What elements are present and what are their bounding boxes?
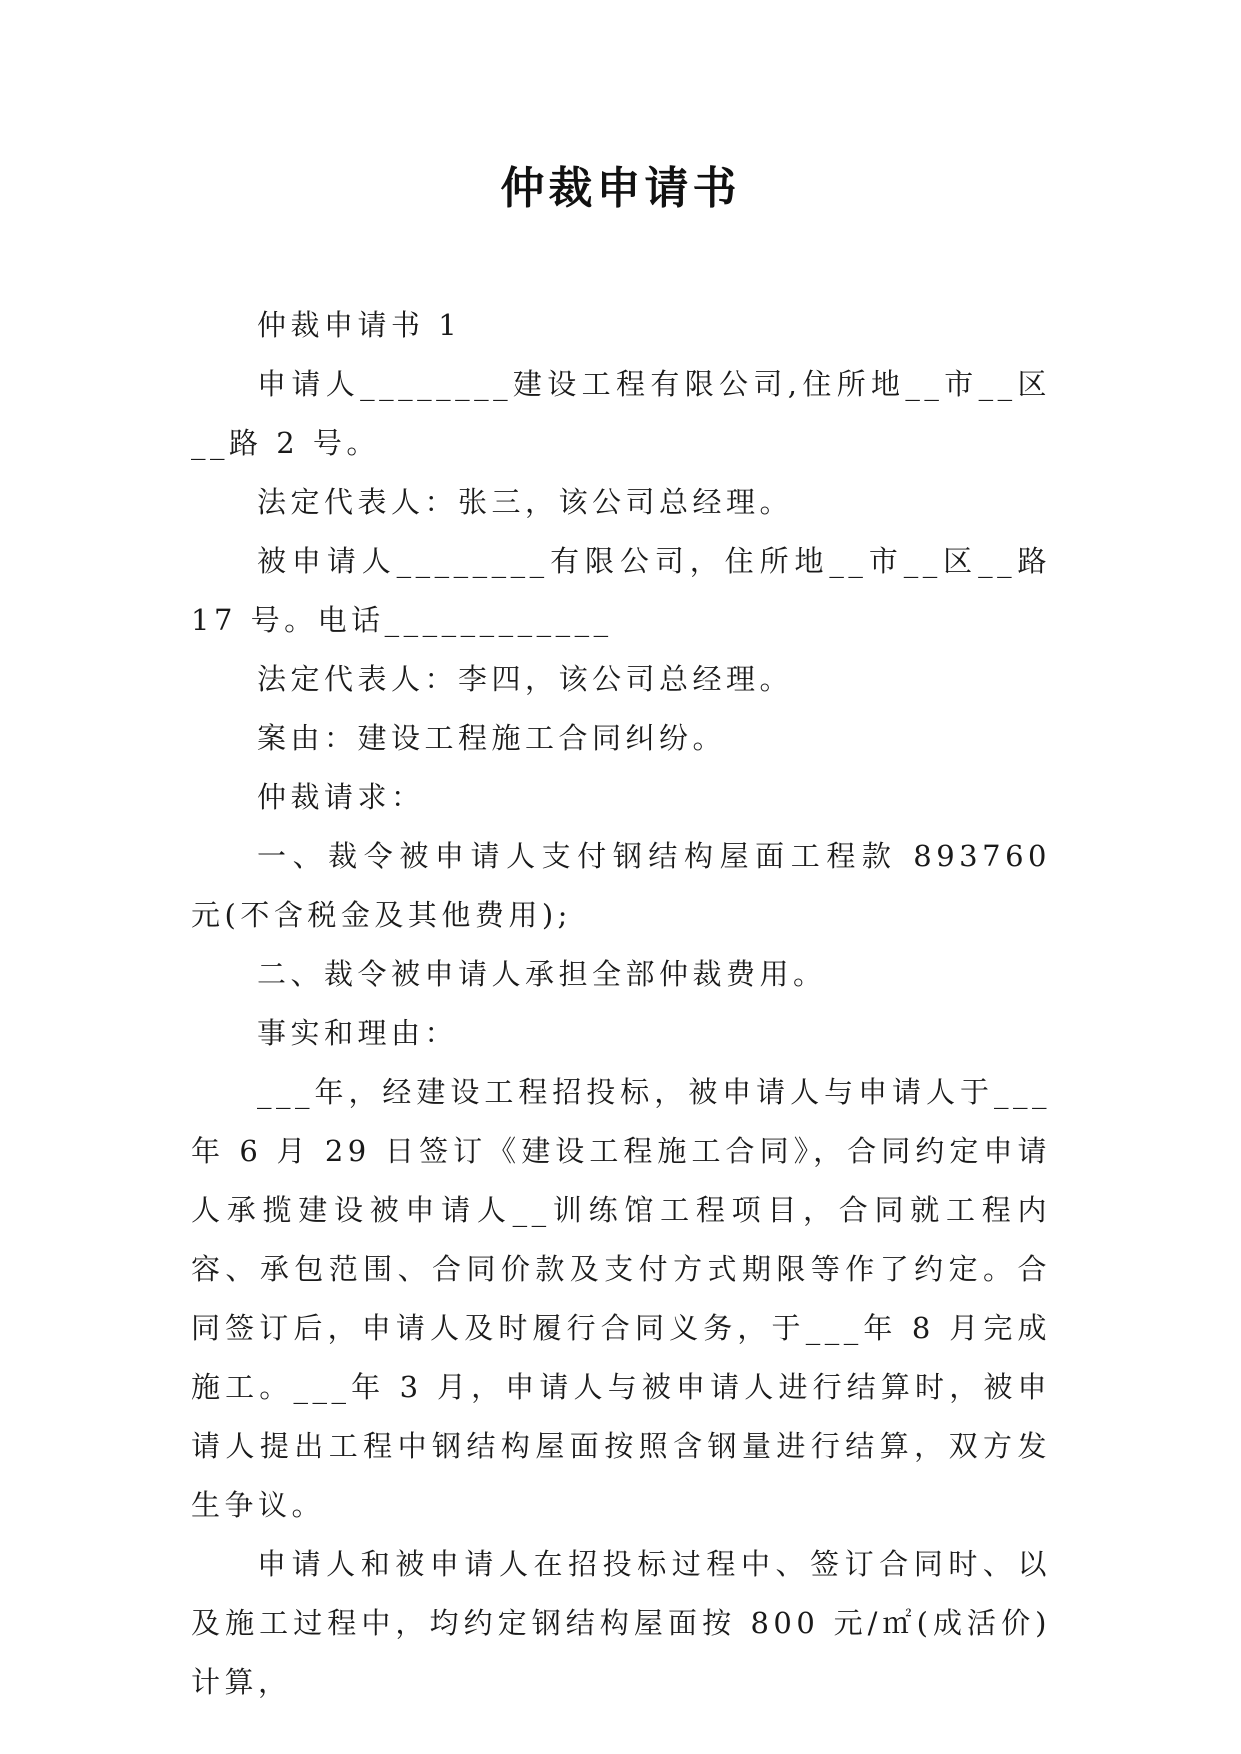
paragraph-applicant: 申请人________建设工程有限公司,住所地__市__区__路 2 号。 [191,367,1051,460]
paragraph-facts-heading: 事实和理由： [257,1016,459,1050]
paragraph-claim-1: 一、裁令被申请人支付钢结构屋面工程款 893760 元(不含税金及其他费用); [191,839,1051,932]
paragraph-heading: 仲裁申请书 1 [257,308,462,342]
document-title: 仲裁申请书 [500,163,741,214]
paragraph-cause: 案由：建设工程施工合同纠纷。 [257,721,727,755]
paragraph-facts-1: ___年，经建设工程招投标，被申请人与申请人于___年 6 月 29 日签订《建设工程施工合同》，合同约定申请人承揽建设被申请人__训练馆工程项目，合同就工程内容、承包范围、合同价款及支付方式期限等作了约定。合同签订后，申请人及时履行合同义务，于___年 8 月完成施工。___年 3 月，申请人与被申请人进行结算时，被申请人提出工程中钢结构屋面按照含钢量进行结算，双方发生争议。 [191,1075,1051,1522]
paragraph-claim-2: 二、裁令被申请人承担全部仲裁费用。 [257,957,827,991]
paragraph-applicant-representative: 法定代表人：张三，该公司总经理。 [257,485,794,519]
paragraph-claims-heading: 仲裁请求： [257,780,425,814]
paragraph-facts-2: 申请人和被申请人在招投标过程中、签订合同时、以及施工过程中，均约定钢结构屋面按 800 元/㎡(成活价)计算， [191,1547,1051,1699]
document-body [191,296,1051,1712]
paragraph-respondent: 被申请人________有限公司，住所地__市__区__路 17 号。电话____________ [191,544,1051,637]
paragraph-respondent-representative: 法定代表人：李四，该公司总经理。 [257,662,794,696]
